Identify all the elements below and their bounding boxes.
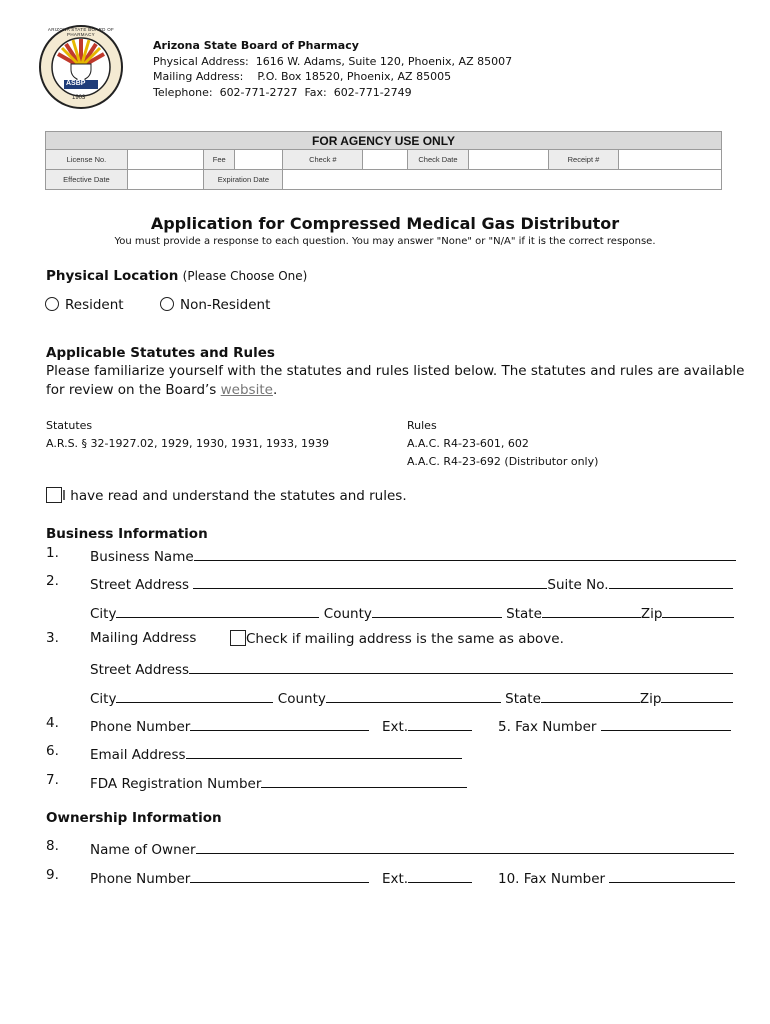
fax-row: [498, 715, 731, 735]
email-label: Email Address: [90, 747, 186, 763]
owner-ext-label: Ext.: [382, 871, 409, 887]
city-label: City: [90, 606, 117, 622]
check-no-label: Check #: [283, 150, 363, 170]
statutes-intro-text: for review on the Board’s: [46, 382, 221, 398]
mailing-street-row: [90, 658, 733, 678]
effective-date-label: Effective Date: [46, 170, 128, 190]
license-no-field[interactable]: [127, 150, 203, 170]
phone-label: Phone Number: [90, 719, 191, 735]
item-number: 9.: [46, 867, 59, 883]
owner-phone-field[interactable]: [190, 867, 369, 883]
county-label: County: [323, 606, 372, 622]
radio-resident[interactable]: [45, 297, 124, 313]
radio-non-resident-label: Non-Resident: [180, 297, 271, 313]
physical-location-row: [46, 268, 307, 284]
physical-location-hint: (Please Choose One): [182, 269, 308, 283]
county-label: County: [277, 691, 326, 707]
radio-circle-icon[interactable]: [160, 297, 174, 311]
same-address-row: [230, 630, 564, 647]
item-number: 3.: [46, 630, 59, 646]
mailing-street-field[interactable]: [189, 658, 733, 674]
statutes-label: Statutes: [46, 419, 93, 432]
board-name: Arizona State Board of Pharmacy: [153, 39, 359, 52]
street-address-label: Street Address: [90, 577, 190, 593]
owner-ext-field[interactable]: [408, 867, 472, 883]
owner-name-field[interactable]: [196, 838, 734, 854]
zip-field[interactable]: [662, 602, 734, 618]
mailing-city-row: [90, 687, 733, 707]
street-address-row: [90, 573, 733, 593]
business-heading: Business Information: [46, 526, 208, 542]
statutes-list: A.R.S. § 32-1927.02, 1929, 1930, 1931, 1933, 1939: [46, 437, 329, 450]
owner-fax-field[interactable]: [609, 867, 735, 883]
owner-fax-row: [498, 867, 735, 887]
mailing-address: Mailing Address: P.O. Box 18520, Phoenix, AZ 85005: [153, 70, 452, 83]
city-field[interactable]: [116, 602, 319, 618]
ext-field[interactable]: [408, 715, 472, 731]
fax-label: 5. Fax Number: [498, 719, 597, 735]
acknowledge-row: [46, 487, 407, 504]
telephone-fax: Telephone: 602-771-2727 Fax: 602-771-2749: [153, 85, 412, 99]
radio-non-resident[interactable]: [160, 297, 270, 313]
business-name-field[interactable]: [194, 545, 736, 561]
phone-field[interactable]: [190, 715, 369, 731]
radio-resident-label: Resident: [65, 297, 124, 313]
email-row: [90, 743, 462, 763]
street-address-field[interactable]: [193, 573, 547, 589]
fda-label: FDA Registration Number: [90, 776, 262, 792]
suite-label: Suite No.: [547, 577, 609, 593]
receipt-no-label: Receipt #: [548, 150, 618, 170]
physical-address: Physical Address: 1616 W. Adams, Suite 120, Phoenix, AZ 85007: [153, 54, 513, 68]
agency-use-table: [45, 131, 722, 190]
mailing-zip-field[interactable]: [661, 687, 733, 703]
seal-year: 1903: [72, 95, 86, 101]
expiration-date-field[interactable]: [283, 170, 722, 190]
item-number: 7.: [46, 772, 59, 788]
board-website-link[interactable]: website: [220, 382, 273, 398]
city-row: [90, 602, 734, 622]
check-no-field[interactable]: [363, 150, 408, 170]
effective-date-field[interactable]: [127, 170, 203, 190]
fee-label: Fee: [204, 150, 235, 170]
item-number: 1.: [46, 545, 59, 561]
ext-label: Ext.: [382, 719, 409, 735]
zip-label: Zip: [639, 691, 662, 707]
same-address-label: Check if mailing address is the same as above.: [246, 631, 564, 647]
email-field[interactable]: [186, 743, 462, 759]
fda-row: [90, 772, 467, 792]
state-label: State: [505, 691, 541, 707]
license-no-label: License No.: [46, 150, 128, 170]
check-date-label: Check Date: [408, 150, 468, 170]
fda-field[interactable]: [261, 772, 467, 788]
ownership-heading: Ownership Information: [46, 810, 222, 826]
rule-2: A.A.C. R4-23-692 (Distributor only): [407, 455, 599, 468]
suite-field[interactable]: [609, 573, 733, 589]
item-number: 6.: [46, 743, 59, 759]
zip-label: Zip: [640, 606, 663, 622]
rule-1: A.A.C. R4-23-601, 602: [407, 437, 529, 450]
seal-abbreviation: ASBP: [66, 80, 86, 87]
statutes-heading: Applicable Statutes and Rules: [46, 345, 275, 361]
owner-name-row: [90, 838, 734, 858]
mailing-county-field[interactable]: [326, 687, 501, 703]
seal-ring-text: ARIZONA STATE BOARD OF PHARMACY: [47, 27, 115, 37]
fee-field[interactable]: [235, 150, 283, 170]
receipt-no-field[interactable]: [619, 150, 722, 170]
statutes-intro-line2: [46, 382, 277, 398]
item-number: 8.: [46, 838, 59, 854]
same-address-checkbox[interactable]: [230, 630, 246, 646]
agency-title: FOR AGENCY USE ONLY: [46, 132, 722, 150]
acknowledge-checkbox[interactable]: [46, 487, 62, 503]
phone-row: [90, 715, 369, 735]
mailing-address-label: Mailing Address: [90, 630, 197, 646]
ext-row: [382, 715, 472, 735]
owner-phone-label: Phone Number: [90, 871, 191, 887]
county-field[interactable]: [372, 602, 502, 618]
expiration-date-label: Expiration Date: [204, 170, 283, 190]
form-subtitle: You must provide a response to each question. You may answer "None" or "N/A" if it is the correct response.: [114, 236, 656, 247]
form-title: Application for Compressed Medical Gas Distributor: [150, 214, 620, 233]
owner-fax-label: 10. Fax Number: [498, 871, 606, 887]
item-number: 2.: [46, 573, 59, 589]
owner-ext-row: [382, 867, 472, 887]
owner-phone-row: [90, 867, 369, 887]
acknowledge-label: I have read and understand the statutes and rules.: [62, 488, 407, 504]
statutes-intro-period: .: [272, 382, 278, 398]
rules-label: Rules: [407, 419, 437, 432]
mailing-state-field[interactable]: [541, 687, 640, 703]
business-name-row: [90, 545, 736, 565]
mailing-street-label: Street Address: [90, 662, 190, 678]
business-name-label: Business Name: [90, 549, 194, 565]
radio-circle-icon[interactable]: [45, 297, 59, 311]
physical-location-heading: Physical Location: [46, 268, 179, 284]
owner-name-label: Name of Owner: [90, 842, 196, 858]
fax-field[interactable]: [601, 715, 731, 731]
state-field[interactable]: [542, 602, 641, 618]
statutes-intro-line1: Please familiarize yourself with the statutes and rules listed below. The statutes and rules are available: [46, 363, 745, 379]
board-header: [153, 38, 512, 100]
state-label: State: [506, 606, 542, 622]
check-date-field[interactable]: [468, 150, 548, 170]
city-label: City: [90, 691, 117, 707]
item-number: 4.: [46, 715, 59, 731]
mailing-city-field[interactable]: [116, 687, 273, 703]
